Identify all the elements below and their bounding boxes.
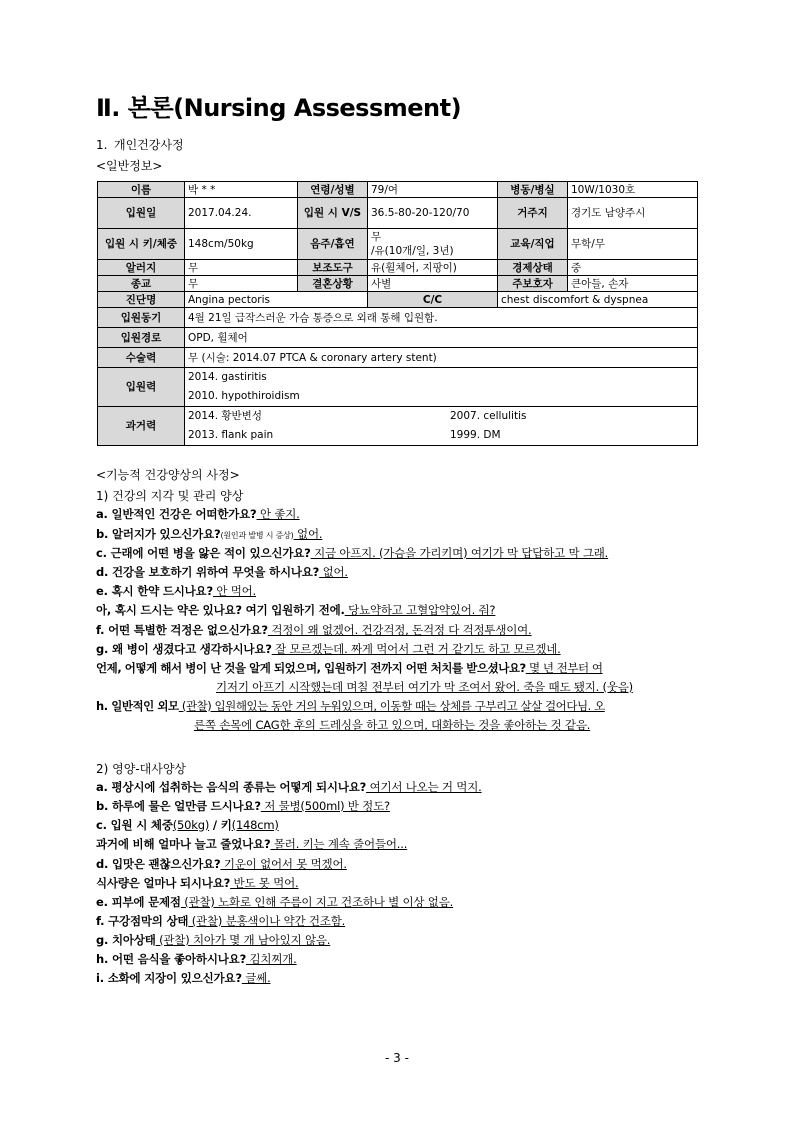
q-2e: e. 피부에 문제점 (관찰) 노화로 인해 주름이 지고 건조하나 별 이상 없음. [96,895,454,909]
value-name: 박 * * [185,182,298,198]
value-caregiver: 큰아들, 손자 [568,276,698,292]
q-2d2: 식사량은 얼마나 되시나요? 반도 못 먹어. [96,876,299,890]
label-address: 거주지 [498,198,568,229]
value-education: 무학/무 [568,229,698,260]
q-2b: b. 하루에 물은 얼만큼 드시나요? 저 물병(500ml) 반 정도? [96,799,390,813]
page-title: Ⅱ. 본론(Nursing Assessment) [96,94,462,122]
label-height-weight: 입원 시 키/체중 [98,229,185,260]
value-religion: 무 [185,276,298,292]
q-1a: a. 일반적인 건강은 어떠한가요? 안 좋지. [96,507,300,521]
q-1g2: 언제, 어떻게 해서 병이 난 것을 알게 되었으며, 입원하기 전까지 어떤 처치를 받으셨나요? 몇 년 전부터 여 [96,661,603,675]
label-marital: 결혼상황 [298,276,368,292]
pattern-2-title: 2) 영양-대사양상 [96,762,187,776]
value-ward: 10W/1030호 [568,182,698,198]
q-2c2: 과거에 비해 얼마나 늘고 줄었나요? 몰러. 키는 계속 줄어들어... [96,837,408,851]
q-1g2-cont: 기저기 아프기 시작했는데 며칠 전부터 여기가 막 조여서 왔어. 죽을 때도 됐지. (웃음) [216,680,633,694]
value-surgery: 무 (시술: 2014.07 PTCA & coronary artery stent) [185,348,698,368]
label-allergy: 알러지 [98,260,185,276]
label-vs: 입원 시 V/S [298,198,368,229]
value-motive: 4월 21일 급작스러운 가슴 통증으로 외래 통해 입원함. [185,308,698,328]
q-1e: e. 혹시 한약 드시나요? 안 먹어. [96,584,257,598]
label-route: 입원경로 [98,328,185,348]
label-cc: C/C [368,292,498,308]
label-economy: 경제상태 [498,260,568,276]
value-economy: 중 [568,260,698,276]
label-name: 이름 [98,182,185,198]
value-height-weight: 148cm/50kg [185,229,298,260]
value-age: 79/여 [368,182,498,198]
pattern-1-title: 1) 건강의 지각 및 관리 양상 [96,489,244,503]
label-education: 교육/직업 [498,229,568,260]
value-admit-history: 2014. gastiritis 2010. hypothiroidism [185,368,698,407]
page-number: - 3 - [385,1051,409,1065]
label-drink-smoke: 음주/흡연 [298,229,368,260]
q-2a: a. 평상시에 섭취하는 음식의 종류는 어떻게 되시나요? 여기서 나오는 거 먹지. [96,780,482,794]
q-1h-cont: 른쪽 손목에 CAG한 후의 드레싱을 하고 있으며, 대화하는 것을 좋아하는 것 같음. [194,718,591,732]
q-2c: c. 입원 시 체중(50kg) / 키(148cm) [96,818,279,832]
general-info-table [97,181,698,446]
value-diagnosis: Angina pectoris [185,292,368,308]
q-2f: f. 구강점막의 상태 (관찰) 분홍색이나 약간 건조함. [96,914,346,928]
value-allergy: 무 [185,260,298,276]
label-caregiver: 주보호자 [498,276,568,292]
label-motive: 입원동기 [98,308,185,328]
value-vs: 36.5-80-20-120/70 [368,198,498,229]
label-admit-history: 입원력 [98,368,185,407]
functional-subtitle: <기능적 건강양상의 사정> [96,468,240,482]
q-2i: i. 소화에 지장이 있으신가요? 글쎄. [96,971,271,985]
value-route: OPD, 휠체어 [185,328,698,348]
q-1c: c. 근래에 어떤 병을 앓은 적이 있으신가요? 지금 아프지. (가슴을 가리키며) 여기가 막 답답하고 막 그래. [96,546,609,560]
label-aid: 보조도구 [298,260,368,276]
q-2g: g. 치아상태 (관찰) 치아가 몇 개 남아있지 않음. [96,933,331,947]
value-marital: 사별 [368,276,498,292]
label-age: 연령/성별 [298,182,368,198]
value-cc: chest discomfort & dyspnea [498,292,698,308]
section-subtitle: <일반정보> [96,159,163,173]
label-past-history: 과거력 [98,407,185,446]
value-drink-smoke: 무 /유(10개/일, 3년) [368,229,498,260]
q-2d: d. 입맛은 괜찮으신가요? 기운이 없어서 못 먹겠어. [96,857,347,871]
q-1f: f. 어떤 특별한 걱정은 없으신가요? 걱정이 왜 없겠어. 건강걱정, 돈걱정 다 걱정투생이여. [96,623,532,637]
label-surgery: 수술력 [98,348,185,368]
value-admit-date: 2017.04.24. [185,198,298,229]
value-address: 경기도 남양주시 [568,198,698,229]
value-aid: 유(휠체어, 지팡이) [368,260,498,276]
label-diagnosis: 진단명 [98,292,185,308]
q-1h: h. 일반적인 외모 (관찰) 입원해있는 동안 거의 누워있으며, 이동할 때는 상체를 구부리고 살살 걸어다님. 오 [96,699,605,713]
q-1b: b. 알러지가 있으신가요?(원인과 발병 시 증상) 없어. [96,527,323,541]
section-heading: 1. 개인건강사정 [96,138,184,152]
label-religion: 종교 [98,276,185,292]
q-1e2: 아, 혹시 드시는 약은 있나요? 여기 입원하기 전에. 당뇨약하고 고혈압약있어. 줘? [96,603,496,617]
q-1g: g. 왜 병이 생겼다고 생각하시나요? 잘 모르겠는데. 짜게 먹어서 그런 거 같기도 하고 모르겠네. [96,642,561,656]
q-1d: d. 건강을 보호하기 위하여 무엇을 하시나요? 없어. [96,565,348,579]
q-2h: h. 어떤 음식을 좋아하시나요? 김치찌개. [96,952,297,966]
label-admit-date: 입원일 [98,198,185,229]
value-past-history: 2014. 황반변성 2007. cellulitis 2013. flank pain 1999. DM [185,407,698,446]
label-ward: 병동/병실 [498,182,568,198]
